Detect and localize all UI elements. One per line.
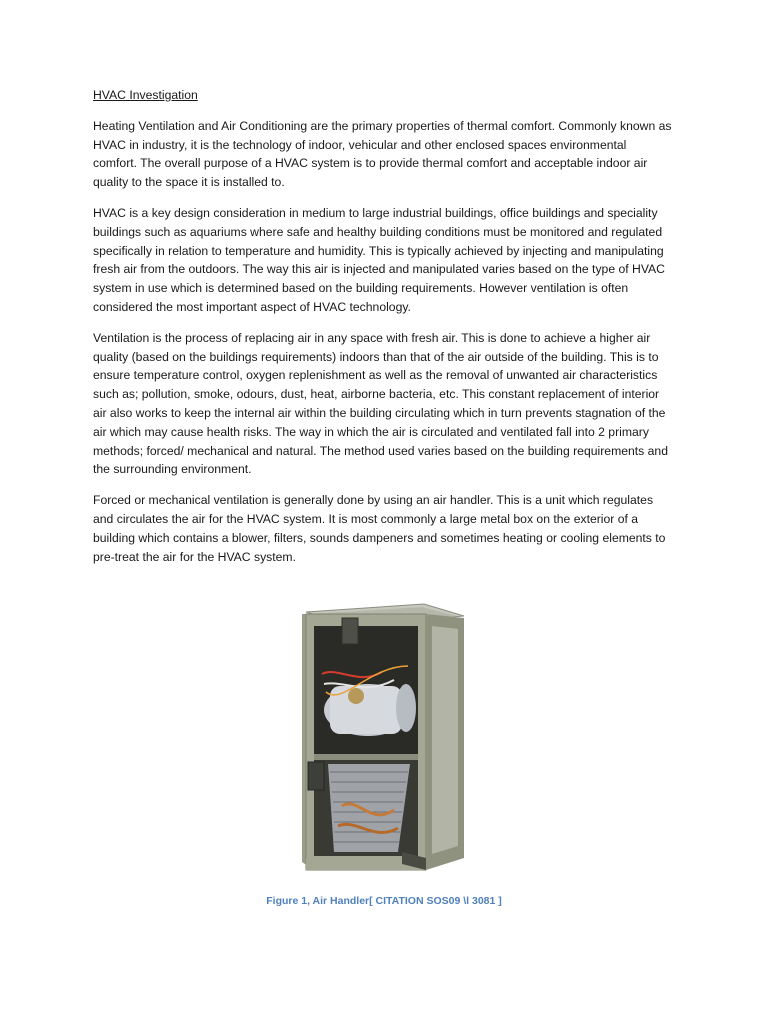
document-title: HVAC Investigation [93,88,198,102]
paragraph-2: HVAC is a key design consideration in medium to large industrial buildings, office buildings and speciality buildings such as aquariums where safe and healthy building conditions must be monitored and regulated specifically in relation to temperature and humidity. This is typically achieved by injecting and manipulating fresh air from the outdoors. The way this air is injected and manipulated varies based on the type of HVAC system in use which is determined based on the building requirements. However ventilation is often considered the most important aspect of HVAC technology. [93,205,665,314]
figure-caption: Figure 1, Air Handler[ CITATION SOS09 \l 3081 ] [266,895,502,907]
air-handler-illustration [298,596,470,886]
document-body [93,86,673,578]
air-handler-figure [298,596,470,886]
paragraph-1: Heating Ventilation and Air Conditioning are the primary properties of thermal comfort. Commonly known as HVAC in industry, it is the technology of indoor, vehicular and other enclosed spaces environmental comfort. The overall purpose of a HVAC system is to provide thermal comfort and acceptable indoor air quality to the space it is installed to. [93,118,672,190]
paragraph-4: Forced or mechanical ventilation is generally done by using an air handler. This is a unit which regulates and circulates the air for the HVAC system. It is most commonly a large metal box on the exterior of a building which contains a blower, filters, sounds dampeners and sometimes heating or cooling elements to pre-treat the air for the HVAC system. [93,493,666,564]
paragraph-3: Ventilation is the process of replacing air in any space with fresh air. This is done to achieve a higher air quality (based on the buildings requirements) indoors than that of the air outside of the building. This is to ensure temperature control, oxygen replenishment as well as the removal of unwanted air characteristics such as; pollution, smoke, odours, dust, heat, airborne bacteria, etc. This constant replacement of interior air also works to keep the internal air within the building circulating which in turn prevents stagnation of the air which may cause health risks. The way in which the air is circulated and ventilated fall into 2 primary methods; forced/ mechanical and natural. The method used varies based on the building requirements and the surrounding environment. [93,330,668,477]
